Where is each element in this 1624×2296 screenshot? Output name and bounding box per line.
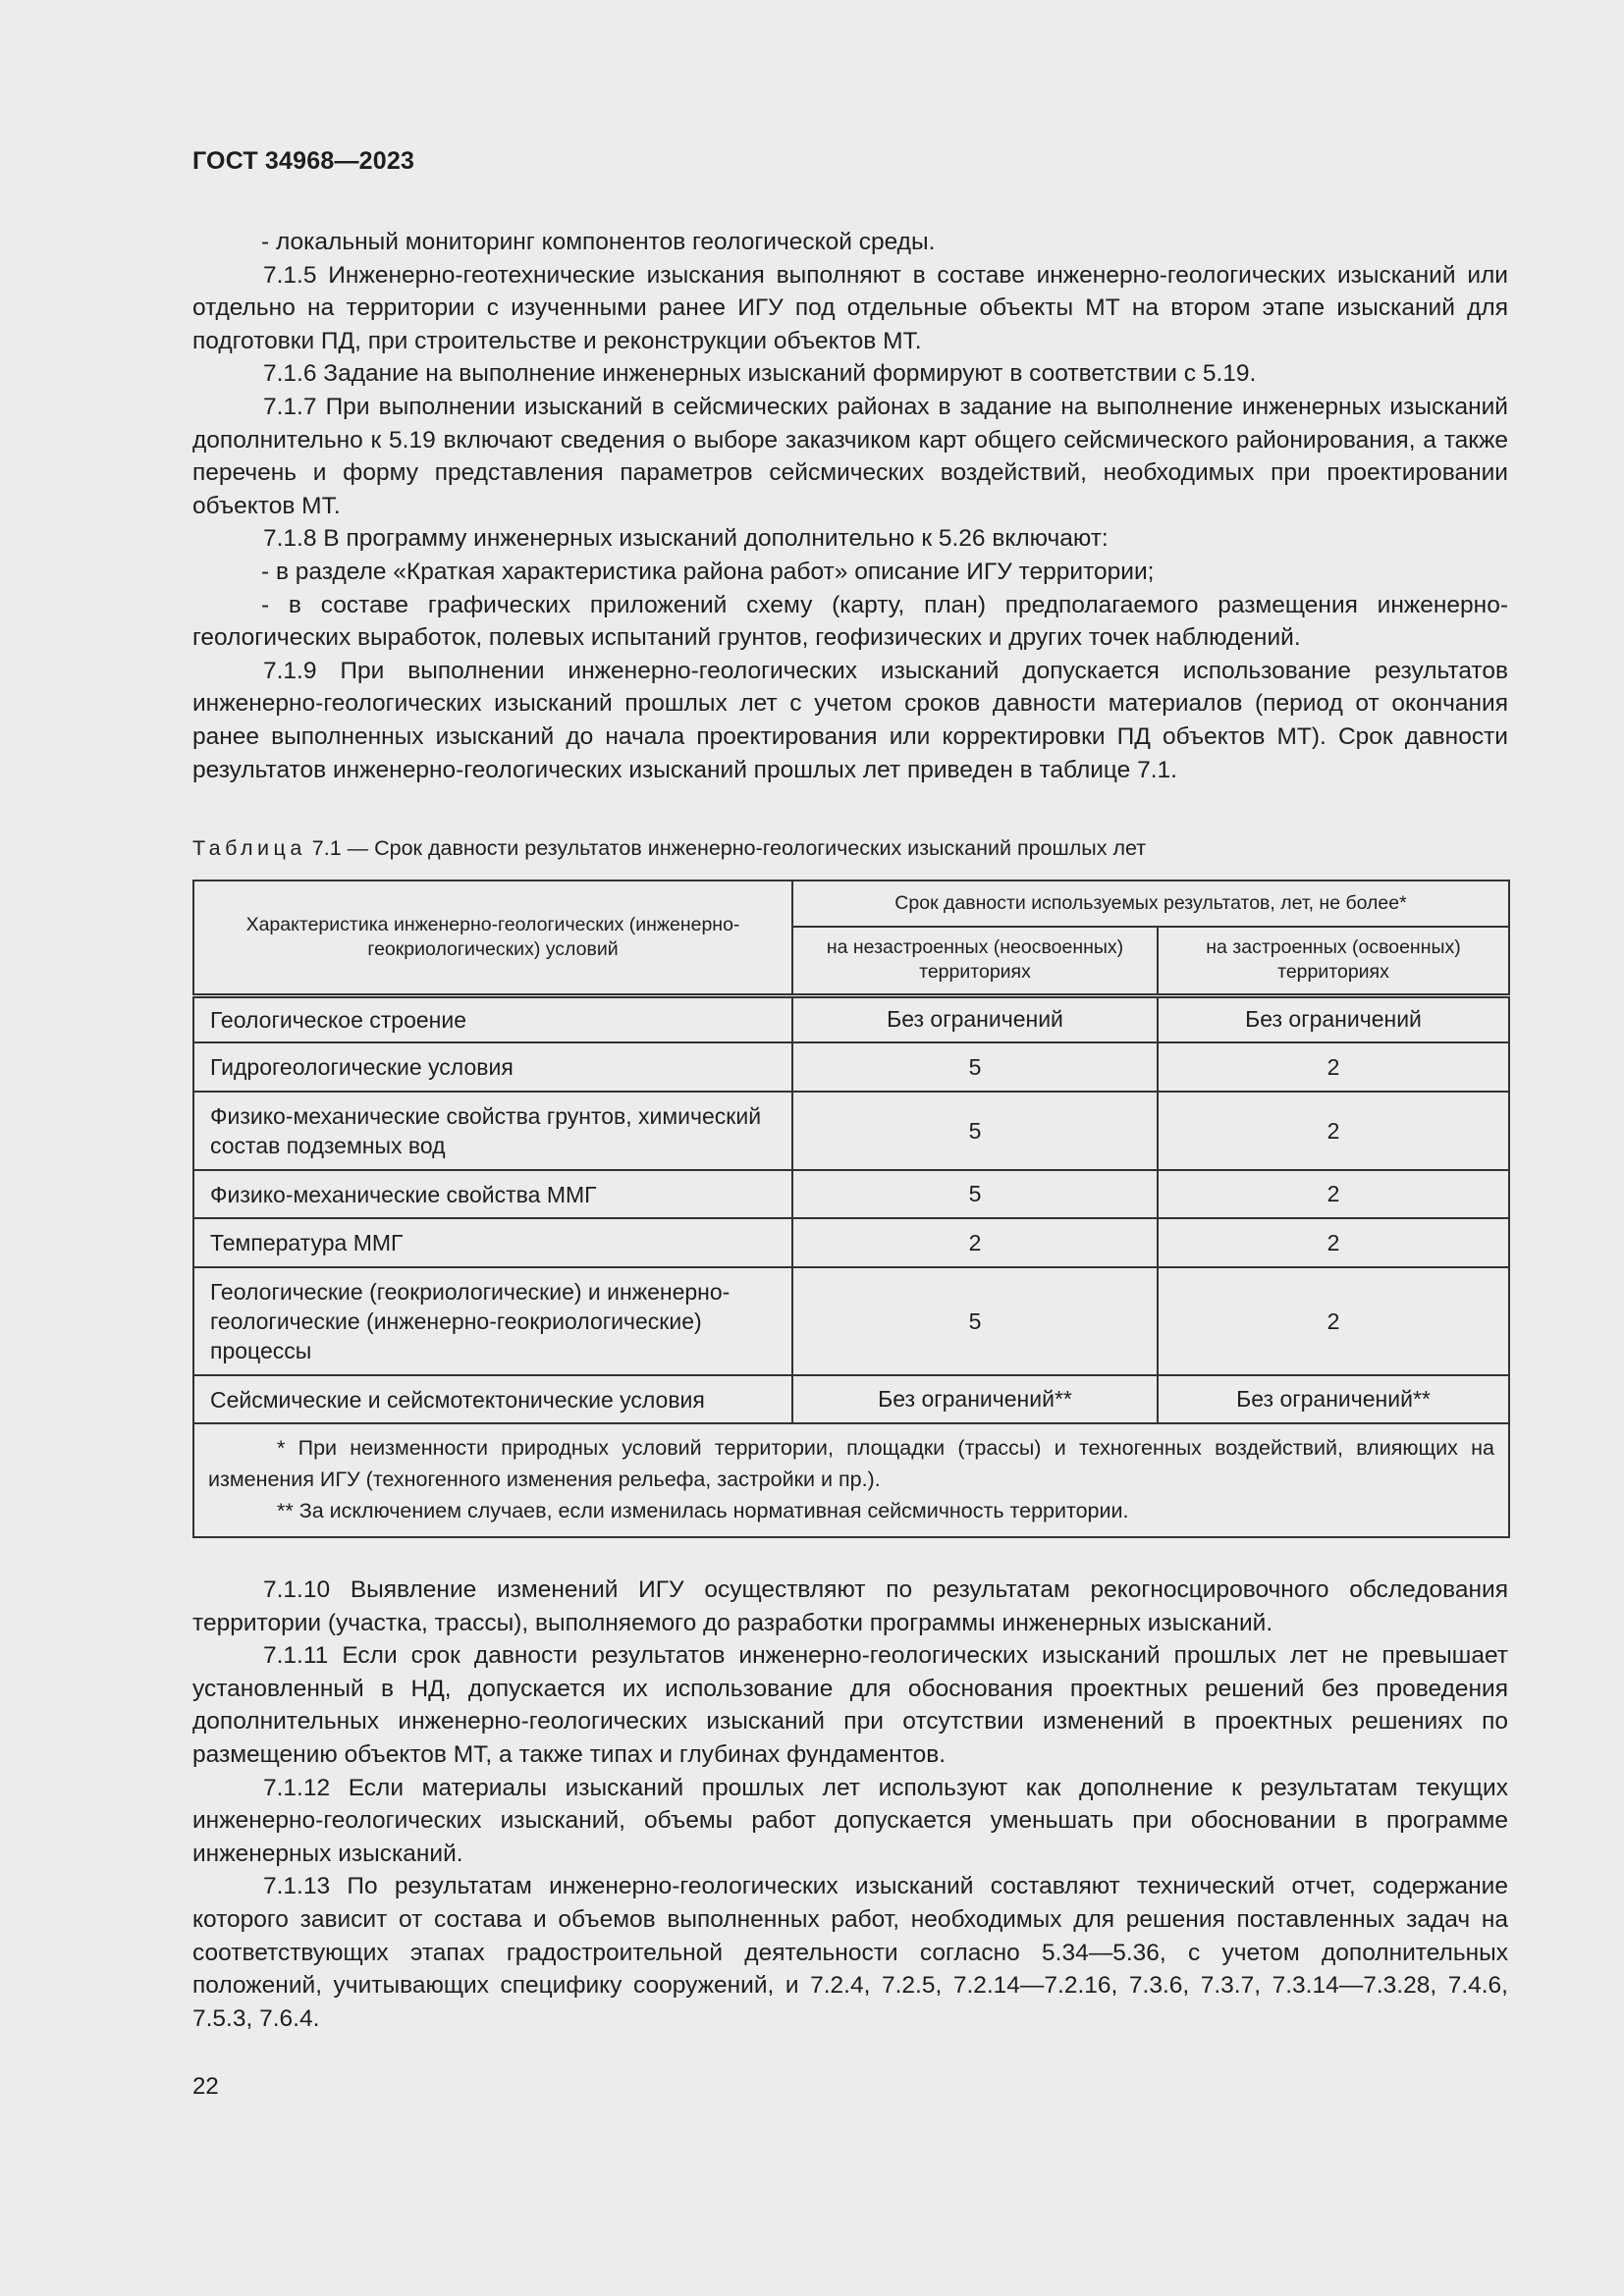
page-number: 22 [192, 2073, 219, 2100]
paragraph: 7.1.7 При выполнении изысканий в сейсмических районах в задание на выполнение инженерных изысканий дополнительно к 5.19 включают сведения о выборе заказчиком карт общего сейсмического районирования, а также перечень и форму представления параметров сейсмических воздействий, необходимых при проектировании объектов МТ. [192, 393, 1508, 519]
table-notes [193, 1423, 1509, 1537]
bottom-text-block [192, 1574, 1508, 2035]
table-note: * При неизменности природных условий территории, площадки (трассы) и техногенных воздействий, влияющих на изменения ИГУ (техногенного изменения рельефа, застройки и пр.). [208, 1436, 1494, 1491]
paragraph: 7.1.9 При выполнении инженерно-геологических изысканий допускается использование результатов инженерно-геологических изысканий прошлых лет с учетом сроков давности материалов (период от окончания ранее выполненных изысканий до начала проектирования или корректировки ПД объектов МТ). Срок давности результатов инженерно-геологических изысканий прошлых лет приведен в таблице 7.1. [192, 657, 1508, 783]
table-cell: 2 [1158, 1170, 1509, 1218]
table-cell: Геологические (геокриологические) и инженерно-геологические (инженерно-геокриологические) процессы [193, 1267, 792, 1375]
table-cell: 2 [1158, 1042, 1509, 1092]
table-header-row [193, 881, 1509, 927]
table-notes-row [193, 1423, 1509, 1537]
table-row [193, 1042, 1509, 1092]
document-header: ГОСТ 34968—2023 [192, 147, 415, 175]
column-header: на незастроенных (неосвоенных) территориях [792, 927, 1158, 995]
table-row [193, 1170, 1509, 1218]
paragraph: 7.1.5 Инженерно-геотехнические изыскания выполняют в составе инженерно-геологических изысканий или отдельно на территории с изученными ранее ИГУ под отдельные объекты МТ на втором этапе изысканий для подготовки ПД, при строительстве и реконструкции объектов МТ. [192, 261, 1508, 354]
table-cell: 5 [792, 1092, 1158, 1170]
paragraph: - в разделе «Краткая характеристика района работ» описание ИГУ территории; [261, 558, 1155, 585]
table-cell: 2 [792, 1218, 1158, 1267]
data-table [192, 880, 1510, 1538]
table-row [193, 1218, 1509, 1267]
table-cell: Геологическое строение [193, 995, 792, 1042]
table-cell: Сейсмические и сейсмотектонические условия [193, 1375, 792, 1423]
paragraph: - локальный мониторинг компонентов геологической среды. [261, 229, 936, 255]
paragraph: - в составе графических приложений схему (карту, план) предполагаемого размещения инженерно-геологических выработок, полевых испытаний грунтов, геофизических и других точек наблюдений. [192, 591, 1508, 652]
top-text-block [192, 226, 1508, 786]
column-group-header: Срок давности используемых результатов, лет, не более* [792, 881, 1509, 927]
table-cell: 2 [1158, 1218, 1509, 1267]
paragraph: 7.1.11 Если срок давности результатов инженерно-геологических изысканий прошлых лет не превышает установленный в НД, допускается их использование для обоснования проектных решений без проведения дополнительных инженерно-геологических изысканий при отсутствии изменений в проектных решениях по размещению объектов МТ, а также типах и глубинах фундаментов. [192, 1642, 1508, 1768]
table-caption-text: 7.1 — Срок давности результатов инженерно-геологических изысканий прошлых лет [305, 836, 1147, 860]
table-cell: Гидрогеологические условия [193, 1042, 792, 1092]
table-row [193, 995, 1509, 1042]
table-cell: 5 [792, 1267, 1158, 1375]
table-cell: 2 [1158, 1092, 1509, 1170]
column-header: на застроенных (освоенных) территориях [1158, 927, 1509, 995]
table-note: ** За исключением случаев, если изменилась нормативная сейсмичность территории. [277, 1499, 1129, 1522]
table-cell: Без ограничений [792, 995, 1158, 1042]
table-cell: Физико-механические свойства ММГ [193, 1170, 792, 1218]
table-cell: 5 [792, 1170, 1158, 1218]
table-cell: Без ограничений** [792, 1375, 1158, 1423]
table-cell: Без ограничений** [1158, 1375, 1509, 1423]
table-caption [192, 836, 1146, 861]
table-row [193, 1375, 1509, 1423]
table-row [193, 1092, 1509, 1170]
column-header: Характеристика инженерно-геологических (инженерно-геокриологических) условий [193, 881, 792, 995]
table-cell: Температура ММГ [193, 1218, 792, 1267]
table-cell: Физико-механические свойства грунтов, химический состав подземных вод [193, 1092, 792, 1170]
table-cell: 5 [792, 1042, 1158, 1092]
table-caption-label: Таблица [192, 836, 306, 860]
paragraph: 7.1.13 По результатам инженерно-геологических изысканий составляют технический отчет, содержание которого зависит от состава и объемов выполненных работ, необходимых для решения поставленных задач на соответствующих этапах градостроительной деятельности согласно 5.34—5.36, с учетом дополнительных положений, учитывающих специфику сооружений, и 7.2.4, 7.2.5, 7.2.14—7.2.16, 7.3.6, 7.3.7, 7.3.14—7.3.28, 7.4.6, 7.5.3, 7.6.4. [192, 1873, 1508, 2032]
table-row [193, 1267, 1509, 1375]
paragraph: 7.1.12 Если материалы изысканий прошлых лет используют как дополнение к результатам текущих инженерно-геологических изысканий, объемы работ допускается уменьшать при обосновании в программе инженерных изысканий. [192, 1774, 1508, 1867]
table-cell: 2 [1158, 1267, 1509, 1375]
table-cell: Без ограничений [1158, 995, 1509, 1042]
paragraph: 7.1.8 В программу инженерных изысканий дополнительно к 5.26 включают: [263, 525, 1109, 553]
paragraph: 7.1.6 Задание на выполнение инженерных изысканий формируют в соответствии с 5.19. [263, 360, 1257, 388]
paragraph: 7.1.10 Выявление изменений ИГУ осуществляют по результатам рекогносцировочного обследования территории (участка, трассы), выполняемого до разработки программы инженерных изысканий. [192, 1576, 1508, 1636]
